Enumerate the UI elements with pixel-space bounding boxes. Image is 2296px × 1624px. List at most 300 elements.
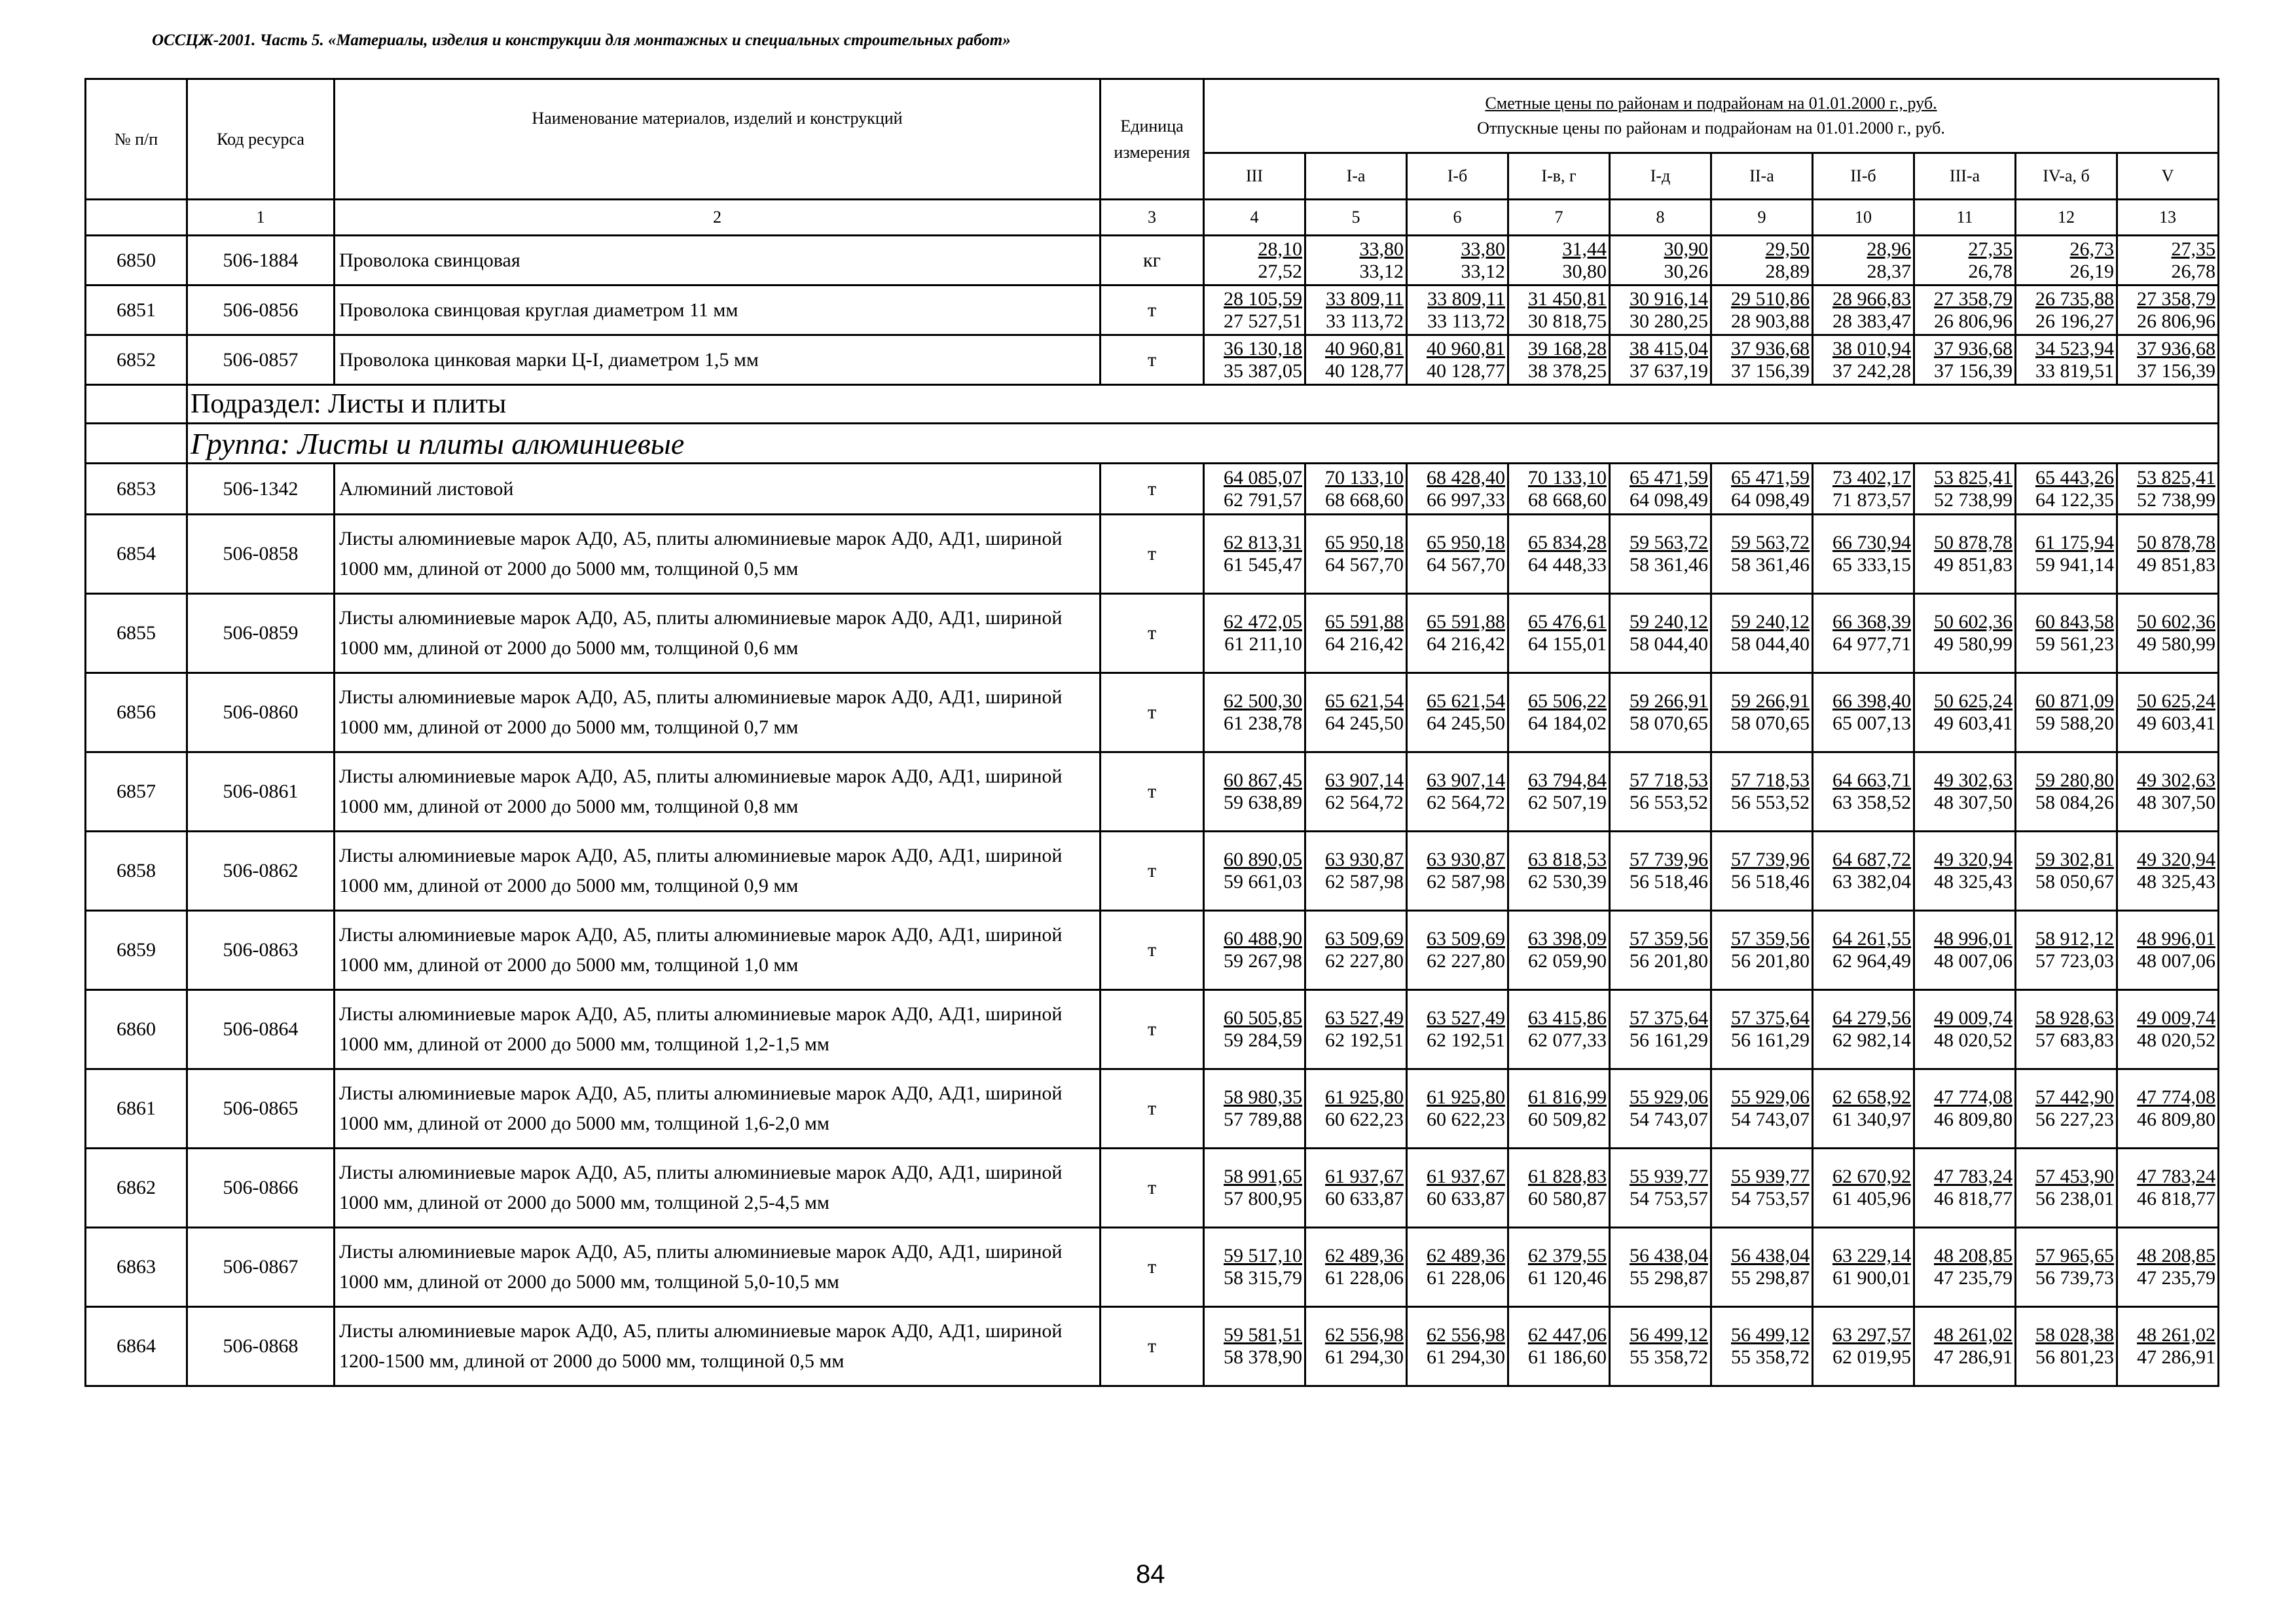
estimate-price: 62 379,55 [1528, 1245, 1607, 1266]
unit: т [1101, 990, 1204, 1069]
price-cell [1407, 236, 1508, 286]
release-price: 30 818,75 [1528, 310, 1607, 332]
release-price: 62 077,33 [1528, 1029, 1607, 1051]
estimate-price: 63 509,69 [1427, 928, 1505, 950]
release-price: 58 044,40 [1630, 633, 1708, 655]
price-cell [2016, 1307, 2117, 1386]
release-price: 56 518,46 [1731, 871, 1810, 893]
price-cell [1204, 515, 1305, 594]
estimate-price: 48 996,01 [1934, 928, 2013, 950]
price-cell [2016, 1228, 2117, 1307]
price-cell [1813, 990, 1914, 1069]
price-cell [1508, 990, 1610, 1069]
material-name: Листы алюминиевые марок АД0, А5, плиты алюминиевые марок АД0, АД1, шириной 1000 мм, длиной от 2000 до 5000 мм, толщиной 0,7 мм [335, 673, 1101, 752]
release-price: 58 070,65 [1630, 712, 1708, 734]
estimate-price: 63 930,87 [1427, 849, 1505, 870]
price-cell [2117, 286, 2219, 335]
estimate-price: 28 966,83 [1832, 287, 1911, 310]
release-price: 56 801,23 [2035, 1346, 2114, 1368]
price-cell [1305, 752, 1407, 832]
release-price: 64 184,02 [1528, 712, 1607, 734]
price-cell [2117, 515, 2219, 594]
estimate-price: 28,96 [1867, 238, 1911, 260]
material-name: Листы алюминиевые марок АД0, А5, плиты алюминиевые марок АД0, АД1, шириной 1000 мм, длиной от 2000 до 5000 мм, толщиной 1,2-1,5 мм [335, 990, 1101, 1069]
estimate-price: 60 843,58 [2035, 611, 2114, 633]
price-cell [1813, 911, 1914, 990]
estimate-price: 63 527,49 [1325, 1007, 1404, 1029]
estimate-price: 62 447,06 [1528, 1324, 1607, 1346]
release-price: 48 307,50 [2137, 792, 2216, 813]
price-cell [1305, 236, 1407, 286]
price-cell [1610, 594, 1711, 673]
estimate-price: 59 563,72 [1731, 532, 1810, 553]
price-cell [1813, 673, 1914, 752]
price-cell [1711, 673, 1813, 752]
table-row [86, 832, 2219, 911]
estimate-price: 61 828,83 [1528, 1166, 1607, 1187]
release-price: 26,19 [2069, 260, 2114, 282]
price-cell [2016, 286, 2117, 335]
estimate-price: 59 266,91 [1630, 690, 1708, 712]
release-price: 49 851,83 [2137, 554, 2216, 576]
estimate-price: 58 980,35 [1224, 1086, 1302, 1108]
price-cell [1813, 1228, 1914, 1307]
price-cell [1914, 990, 2016, 1069]
material-name: Алюминий листовой [335, 464, 1101, 515]
resource-code: 506-0858 [187, 515, 335, 594]
column-number-blank [86, 200, 187, 236]
column-number: 11 [1914, 200, 2016, 236]
release-price: 54 753,57 [1630, 1188, 1708, 1209]
release-price: 37 637,19 [1630, 360, 1708, 382]
release-price: 35 387,05 [1224, 360, 1302, 382]
row-num: 6862 [86, 1149, 187, 1228]
release-price: 62 587,98 [1427, 871, 1505, 893]
price-cell [1610, 832, 1711, 911]
release-price: 33 819,51 [2035, 360, 2114, 382]
release-price: 62 059,90 [1528, 950, 1607, 972]
price-cell [1204, 911, 1305, 990]
resource-code: 506-0868 [187, 1307, 335, 1386]
header-unit-line1: Единица [1120, 116, 1184, 136]
estimate-price: 49 009,74 [2137, 1007, 2216, 1029]
release-price: 59 561,23 [2035, 633, 2114, 655]
estimate-price: 31 450,81 [1528, 287, 1607, 310]
price-cell [1407, 752, 1508, 832]
release-price: 64 567,70 [1427, 554, 1505, 576]
release-price: 56 553,52 [1731, 792, 1810, 813]
price-cell [1508, 515, 1610, 594]
row-num: 6852 [86, 335, 187, 385]
estimate-price: 47 774,08 [1934, 1086, 2013, 1108]
release-price: 61 186,60 [1528, 1346, 1607, 1368]
estimate-price: 63 229,14 [1832, 1245, 1911, 1266]
unit: т [1101, 911, 1204, 990]
resource-code: 506-1884 [187, 236, 335, 286]
release-price: 30,26 [1664, 260, 1708, 282]
price-cell [2117, 1149, 2219, 1228]
estimate-price: 29,50 [1765, 238, 1810, 260]
price-cell [1508, 832, 1610, 911]
release-price: 54 743,07 [1731, 1109, 1810, 1130]
row-num: 6861 [86, 1069, 187, 1149]
estimate-price: 65 621,54 [1325, 690, 1404, 712]
estimate-price: 63 297,57 [1832, 1324, 1911, 1346]
price-cell [1305, 286, 1407, 335]
release-price: 56 739,73 [2035, 1267, 2114, 1289]
estimate-price: 65 621,54 [1427, 690, 1505, 712]
release-price: 37 156,39 [2137, 360, 2216, 382]
price-cell [1914, 515, 2016, 594]
release-price: 66 997,33 [1427, 489, 1505, 511]
price-cell [1204, 1307, 1305, 1386]
release-price: 62 019,95 [1832, 1346, 1911, 1368]
release-price: 55 298,87 [1731, 1267, 1810, 1289]
release-price: 58 315,79 [1224, 1267, 1302, 1289]
price-cell [1610, 1069, 1711, 1149]
resource-code: 506-1342 [187, 464, 335, 515]
estimate-price: 49 320,94 [1934, 849, 2013, 870]
price-cell [1508, 594, 1610, 673]
price-cell [1305, 594, 1407, 673]
release-price: 61 228,06 [1427, 1267, 1505, 1289]
price-cell [2016, 594, 2117, 673]
region-header: II-а [1711, 153, 1813, 200]
estimate-price: 59 517,10 [1224, 1245, 1302, 1266]
price-cell [1813, 236, 1914, 286]
price-cell [1813, 752, 1914, 832]
estimate-price: 65 506,22 [1528, 690, 1607, 712]
price-cell [1610, 1149, 1711, 1228]
release-price: 62 507,19 [1528, 792, 1607, 813]
header-prices-release: Отпускные цены по районам и подрайонам на 01.01.2000 г., руб. [1477, 119, 1945, 138]
release-price: 60 509,82 [1528, 1109, 1607, 1130]
price-cell [2117, 673, 2219, 752]
release-price: 33,12 [1461, 260, 1505, 282]
estimate-price: 62 556,98 [1427, 1324, 1505, 1346]
estimate-price: 27 358,79 [2137, 287, 2216, 310]
price-cell [1305, 1069, 1407, 1149]
column-number: 4 [1204, 200, 1305, 236]
estimate-price: 28 105,59 [1224, 287, 1302, 310]
release-price: 60 633,87 [1325, 1188, 1404, 1209]
release-price: 48 325,43 [1934, 871, 2013, 893]
price-cell [2117, 990, 2219, 1069]
estimate-price: 65 476,61 [1528, 611, 1607, 633]
release-price: 62 192,51 [1427, 1029, 1505, 1051]
row-num: 6854 [86, 515, 187, 594]
release-price: 65 007,13 [1832, 712, 1911, 734]
estimate-price: 63 907,14 [1427, 769, 1505, 791]
release-price: 64 448,33 [1528, 554, 1607, 576]
release-price: 56 161,29 [1731, 1029, 1810, 1051]
estimate-price: 56 499,12 [1630, 1324, 1708, 1346]
resource-code: 506-0864 [187, 990, 335, 1069]
price-cell [2016, 673, 2117, 752]
release-price: 57 789,88 [1224, 1109, 1302, 1130]
release-price: 56 553,52 [1630, 792, 1708, 813]
resource-code: 506-0856 [187, 286, 335, 335]
release-price: 52 738,99 [2137, 489, 2216, 511]
column-number: 5 [1305, 200, 1407, 236]
estimate-price: 62 472,05 [1224, 611, 1302, 633]
table-row [86, 911, 2219, 990]
estimate-price: 62 489,36 [1427, 1245, 1505, 1266]
release-price: 68 668,60 [1325, 489, 1404, 511]
price-cell [1508, 286, 1610, 335]
estimate-price: 68 428,40 [1427, 466, 1505, 489]
estimate-price: 57 739,96 [1731, 849, 1810, 870]
price-cell [1610, 515, 1711, 594]
estimate-price: 61 816,99 [1528, 1086, 1607, 1108]
release-price: 33 113,72 [1326, 310, 1404, 332]
estimate-price: 26,73 [2069, 238, 2114, 260]
price-cell [2016, 236, 2117, 286]
price-cell [1610, 673, 1711, 752]
release-price: 58 361,46 [1630, 554, 1708, 576]
release-price: 49 580,99 [2137, 633, 2216, 655]
release-price: 68 668,60 [1528, 489, 1607, 511]
estimate-price: 62 658,92 [1832, 1086, 1911, 1108]
table-row [86, 236, 2219, 286]
table-row [86, 1228, 2219, 1307]
column-number-row [86, 200, 2219, 236]
price-cell [1407, 1149, 1508, 1228]
estimate-price: 38 415,04 [1630, 337, 1708, 360]
estimate-price: 58 991,65 [1224, 1166, 1302, 1187]
resource-code: 506-0862 [187, 832, 335, 911]
estimate-price: 36 130,18 [1224, 337, 1302, 360]
price-cell [1204, 464, 1305, 515]
estimate-price: 48 208,85 [1934, 1245, 2013, 1266]
price-cell [1813, 515, 1914, 594]
release-price: 28 903,88 [1731, 310, 1810, 332]
price-cell [1305, 1307, 1407, 1386]
release-price: 64 977,71 [1832, 633, 1911, 655]
price-cell [1711, 286, 1813, 335]
price-cell [2117, 464, 2219, 515]
estimate-price: 39 168,28 [1528, 337, 1607, 360]
estimate-price: 50 625,24 [1934, 690, 2013, 712]
price-cell [1204, 236, 1305, 286]
price-cell [1305, 990, 1407, 1069]
unit: т [1101, 1228, 1204, 1307]
release-price: 56 161,29 [1630, 1029, 1708, 1051]
column-number: 2 [335, 200, 1101, 236]
release-price: 55 358,72 [1731, 1346, 1810, 1368]
release-price: 30 280,25 [1630, 310, 1708, 332]
estimate-price: 59 563,72 [1630, 532, 1708, 553]
subsection [86, 385, 2219, 464]
price-cell [1813, 594, 1914, 673]
estimate-price: 47 774,08 [2137, 1086, 2216, 1108]
header-name: Наименование материалов, изделий и конструкций [335, 79, 1101, 200]
price-cell [1508, 464, 1610, 515]
release-price: 65 333,15 [1832, 554, 1911, 576]
release-price: 59 588,20 [2035, 712, 2114, 734]
release-price: 27,52 [1258, 260, 1302, 282]
unit: т [1101, 1307, 1204, 1386]
release-price: 57 683,83 [2035, 1029, 2114, 1051]
estimate-price: 48 261,02 [1934, 1324, 2013, 1346]
release-price: 61 238,78 [1224, 712, 1302, 734]
price-cell [1711, 990, 1813, 1069]
column-number: 1 [187, 200, 335, 236]
release-price: 64 245,50 [1427, 712, 1505, 734]
price-cell [1914, 673, 2016, 752]
estimate-price: 63 930,87 [1325, 849, 1404, 870]
release-price: 26,78 [1968, 260, 2013, 282]
estimate-price: 59 581,51 [1224, 1324, 1302, 1346]
material-name: Листы алюминиевые марок АД0, А5, плиты алюминиевые марок АД0, АД1, шириной 1000 мм, длиной от 2000 до 5000 мм, толщиной 0,9 мм [335, 832, 1101, 911]
estimate-price: 49 009,74 [1934, 1007, 2013, 1029]
price-cell [1508, 752, 1610, 832]
price-cell [2117, 911, 2219, 990]
price-cell [1508, 673, 1610, 752]
price-cell [1813, 464, 1914, 515]
price-cell [1610, 236, 1711, 286]
estimate-price: 33 809,11 [1427, 287, 1505, 310]
price-cell [2016, 1149, 2117, 1228]
release-price: 49 603,41 [1934, 712, 2013, 734]
price-cell [1407, 1069, 1508, 1149]
estimate-price: 66 398,40 [1832, 690, 1911, 712]
release-price: 26 806,96 [2137, 310, 2216, 332]
release-price: 58 044,40 [1731, 633, 1810, 655]
price-cell [1610, 335, 1711, 385]
price-cell [1813, 286, 1914, 335]
estimate-price: 53 825,41 [1934, 466, 2013, 489]
price-cell [1813, 832, 1914, 911]
estimate-price: 63 527,49 [1427, 1007, 1505, 1029]
release-price: 64 098,49 [1731, 489, 1810, 511]
price-cell [1407, 1307, 1508, 1386]
header-code: Код ресурса [187, 79, 335, 200]
table-row [86, 286, 2219, 335]
release-price: 40 128,77 [1325, 360, 1404, 382]
resource-code: 506-0863 [187, 911, 335, 990]
rows-bottom [86, 464, 2219, 1386]
price-cell [1610, 911, 1711, 990]
row-num: 6851 [86, 286, 187, 335]
price-cell [1305, 911, 1407, 990]
material-name: Листы алюминиевые марок АД0, А5, плиты алюминиевые марок АД0, АД1, шириной 1000 мм, длиной от 2000 до 5000 мм, толщиной 1,0 мм [335, 911, 1101, 990]
estimate-price: 62 670,92 [1832, 1166, 1911, 1187]
price-cell [1305, 673, 1407, 752]
estimate-price: 58 912,12 [2035, 928, 2114, 950]
release-price: 64 098,49 [1630, 489, 1708, 511]
price-cell [1204, 335, 1305, 385]
price-cell [1407, 594, 1508, 673]
release-price: 48 020,52 [2137, 1029, 2216, 1051]
price-cell [2016, 832, 2117, 911]
header-unit-line2: измерения [1114, 142, 1190, 162]
release-price: 37 242,28 [1832, 360, 1911, 382]
unit: т [1101, 335, 1204, 385]
release-price: 57 723,03 [2035, 950, 2114, 972]
price-cell [1914, 832, 2016, 911]
price-cell [1508, 335, 1610, 385]
resource-code: 506-0860 [187, 673, 335, 752]
release-price: 60 622,23 [1325, 1109, 1404, 1130]
release-price: 60 622,23 [1427, 1109, 1505, 1130]
table-row [86, 1149, 2219, 1228]
estimate-price: 61 175,94 [2035, 532, 2114, 553]
estimate-price: 59 266,91 [1731, 690, 1810, 712]
release-price: 56 238,01 [2035, 1188, 2114, 1209]
price-cell [1305, 515, 1407, 594]
price-cell [1914, 286, 2016, 335]
price-cell [1305, 464, 1407, 515]
release-price: 61 405,96 [1832, 1188, 1911, 1209]
price-cell [1813, 335, 1914, 385]
price-cell [2117, 1069, 2219, 1149]
estimate-price: 61 925,80 [1427, 1086, 1505, 1108]
material-name: Проволока цинковая марки Ц-I, диаметром 1,5 мм [335, 335, 1101, 385]
price-cell [1813, 1149, 1914, 1228]
row-num: 6857 [86, 752, 187, 832]
release-price: 62 192,51 [1325, 1029, 1404, 1051]
release-price: 46 809,80 [2137, 1109, 2216, 1130]
price-cell [1914, 1307, 2016, 1386]
group-title: Группа: Листы и плиты алюминиевые [187, 424, 2219, 464]
price-cell [1204, 832, 1305, 911]
estimate-price: 58 028,38 [2035, 1324, 2114, 1346]
release-price: 28 383,47 [1832, 310, 1911, 332]
column-number: 8 [1610, 200, 1711, 236]
estimate-price: 49 320,94 [2137, 849, 2216, 870]
release-price: 56 201,80 [1731, 950, 1810, 972]
release-price: 62 964,49 [1832, 950, 1911, 972]
price-cell [1407, 335, 1508, 385]
region-header: I-а [1305, 153, 1407, 200]
row-num: 6855 [86, 594, 187, 673]
estimate-price: 63 398,09 [1528, 928, 1607, 950]
table-row [86, 464, 2219, 515]
release-price: 26,78 [2171, 260, 2216, 282]
price-cell [1711, 1149, 1813, 1228]
page-header: ОССЦЖ-2001. Часть 5. «Материалы, изделия и конструкции для монтажных и специальных строительных работ» [152, 31, 1011, 49]
estimate-price: 33 809,11 [1326, 287, 1404, 310]
price-cell [1914, 464, 2016, 515]
estimate-price: 57 375,64 [1630, 1007, 1708, 1029]
estimate-price: 59 302,81 [2035, 849, 2114, 870]
estimate-price: 40 960,81 [1325, 337, 1404, 360]
release-price: 61 340,97 [1832, 1109, 1911, 1130]
release-price: 59 267,98 [1224, 950, 1302, 972]
region-header: IV-а, б [2016, 153, 2117, 200]
column-number: 6 [1407, 200, 1508, 236]
material-name: Проволока свинцовая [335, 236, 1101, 286]
release-price: 33 113,72 [1427, 310, 1505, 332]
estimate-price: 50 602,36 [2137, 611, 2216, 633]
price-cell [2016, 464, 2117, 515]
material-name: Листы алюминиевые марок АД0, А5, плиты алюминиевые марок АД0, АД1, шириной 1000 мм, длиной от 2000 до 5000 мм, толщиной 0,6 мм [335, 594, 1101, 673]
estimate-price: 30,90 [1664, 238, 1708, 260]
release-price: 26 806,96 [1934, 310, 2013, 332]
release-price: 62 227,80 [1325, 950, 1404, 972]
price-cell [1305, 1149, 1407, 1228]
price-cell [1610, 286, 1711, 335]
estimate-price: 57 359,56 [1731, 928, 1810, 950]
estimate-price: 66 730,94 [1832, 532, 1911, 553]
price-cell [1407, 911, 1508, 990]
unit: т [1101, 832, 1204, 911]
release-price: 30,80 [1562, 260, 1607, 282]
price-cell [2016, 1069, 2117, 1149]
estimate-price: 56 499,12 [1731, 1324, 1810, 1346]
material-name: Листы алюминиевые марок АД0, А5, плиты алюминиевые марок АД0, АД1, шириной 1000 мм, длиной от 2000 до 5000 мм, толщиной 0,5 мм [335, 515, 1101, 594]
